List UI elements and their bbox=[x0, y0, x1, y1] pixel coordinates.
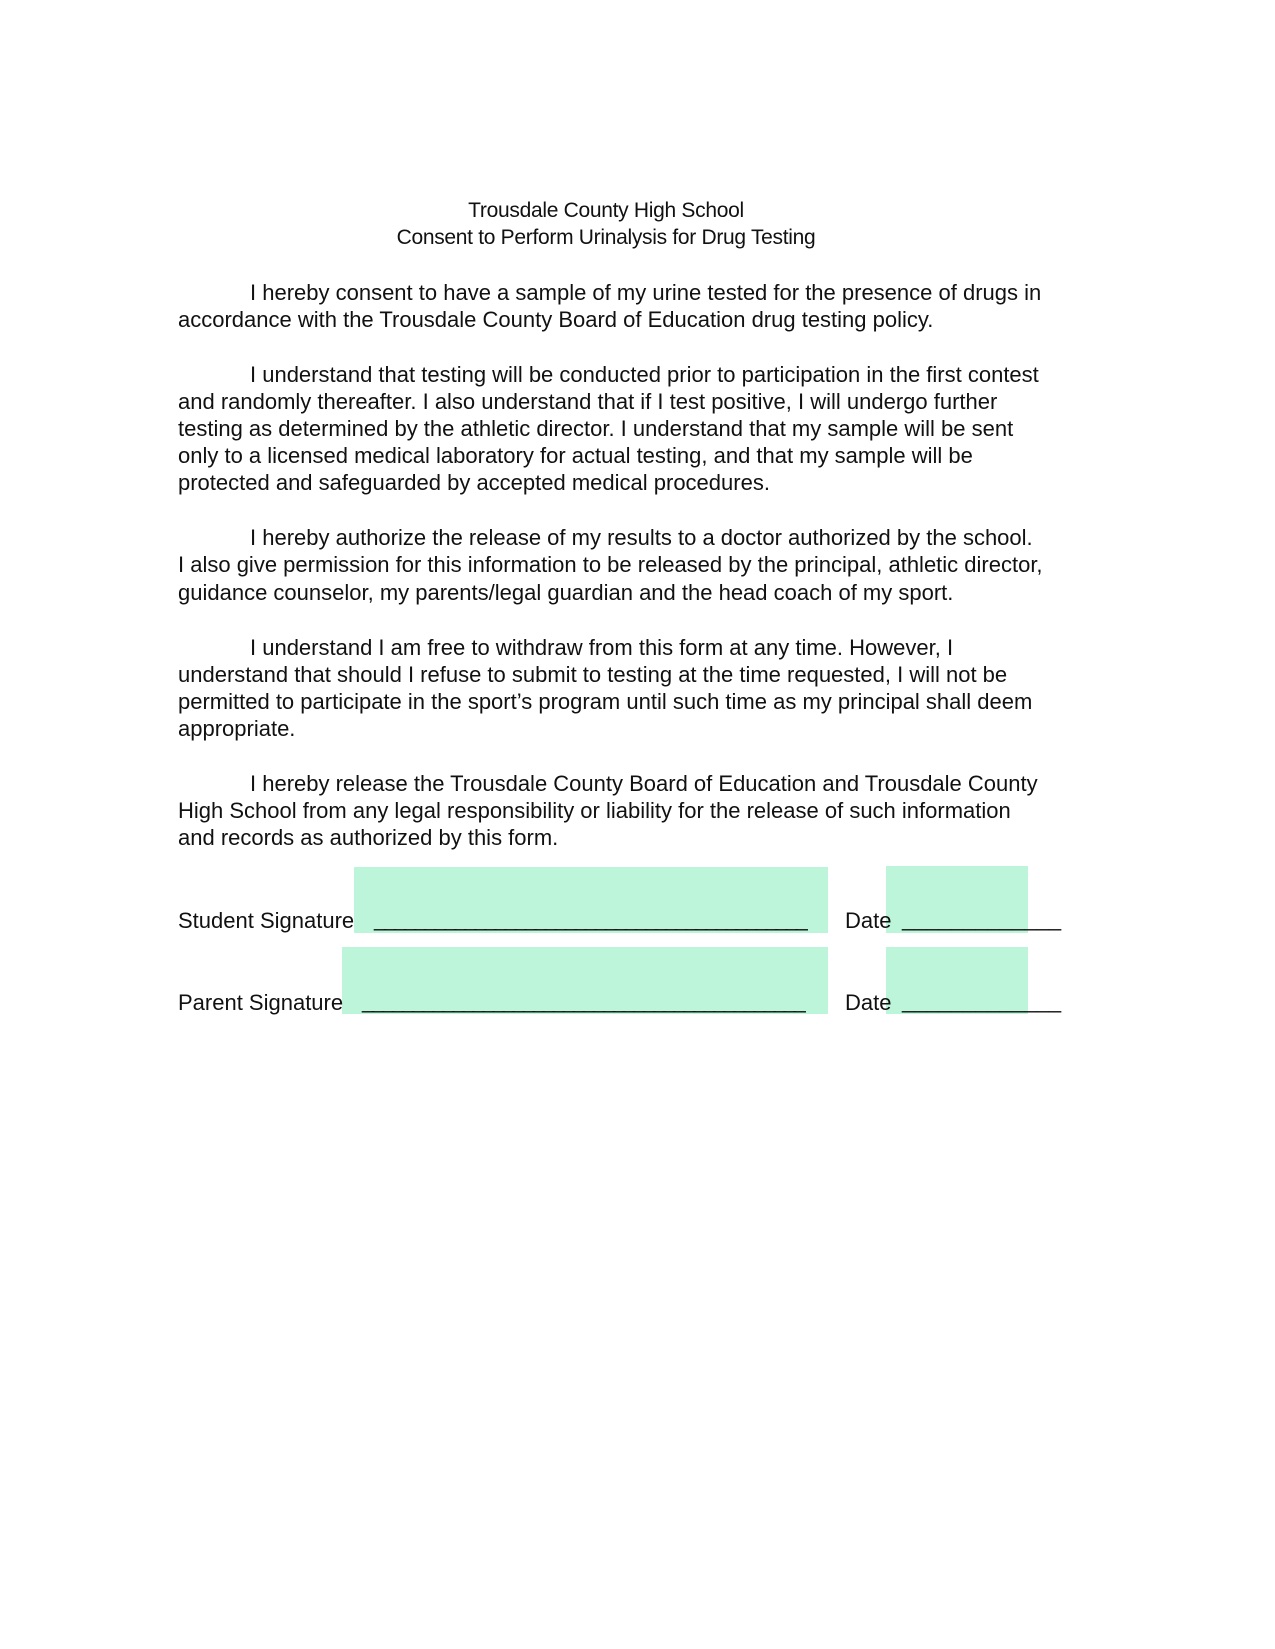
text-line: I understand I am free to withdraw from this form at any time. However, I bbox=[250, 635, 954, 660]
text-line: I understand that testing will be conducted prior to participation in the first contest bbox=[250, 362, 1039, 387]
text-line: permitted to participate in the sport’s program until such time as my principal shall deem bbox=[178, 689, 1033, 714]
school-name: Trousdale County High School bbox=[468, 199, 744, 222]
text-line: protected and safeguarded by accepted medical procedures. bbox=[178, 470, 770, 495]
parent-date-label: Date bbox=[845, 990, 892, 1015]
text-line: testing as determined by the athletic director. I understand that my sample will be sent bbox=[178, 416, 1014, 441]
text-line: appropriate. bbox=[178, 716, 296, 741]
text-line: only to a licensed medical laboratory for actual testing, and that my sample will be bbox=[178, 443, 973, 468]
student-date-label: Date bbox=[845, 908, 892, 933]
parent-date-line: _____________ bbox=[902, 988, 1062, 1013]
text-line: I also give permission for this information to be released by the principal, athletic director, bbox=[178, 552, 1043, 577]
student-date-line: _____________ bbox=[902, 906, 1062, 931]
parent-signature-label: Parent Signature bbox=[178, 990, 344, 1015]
text-line: I hereby consent to have a sample of my urine tested for the presence of drugs in bbox=[250, 280, 1042, 305]
text-line: High School from any legal responsibility or liability for the release of such information bbox=[178, 798, 1011, 823]
text-line: and randomly thereafter. I also understand that if I test positive, I will undergo further bbox=[178, 389, 998, 414]
parent-signature-line: ____________________________________________ bbox=[362, 988, 804, 1013]
text-line: accordance with the Trousdale County Board of Education drug testing policy. bbox=[178, 307, 934, 332]
text-line: I hereby release the Trousdale County Board of Education and Trousdale County bbox=[250, 771, 1038, 796]
text-line: understand that should I refuse to submit to testing at the time requested, I will not be bbox=[178, 662, 1008, 687]
student-signature-line: ___________________________________________ bbox=[374, 906, 806, 931]
text-line: and records as authorized by this form. bbox=[178, 825, 559, 850]
text-line: I hereby authorize the release of my results to a doctor authorized by the school. bbox=[250, 525, 1033, 550]
form-title: Consent to Perform Urinalysis for Drug Testing bbox=[396, 226, 816, 249]
text-line: guidance counselor, my parents/legal guardian and the head coach of my sport. bbox=[178, 580, 954, 605]
student-signature-label: Student Signature bbox=[178, 908, 355, 933]
